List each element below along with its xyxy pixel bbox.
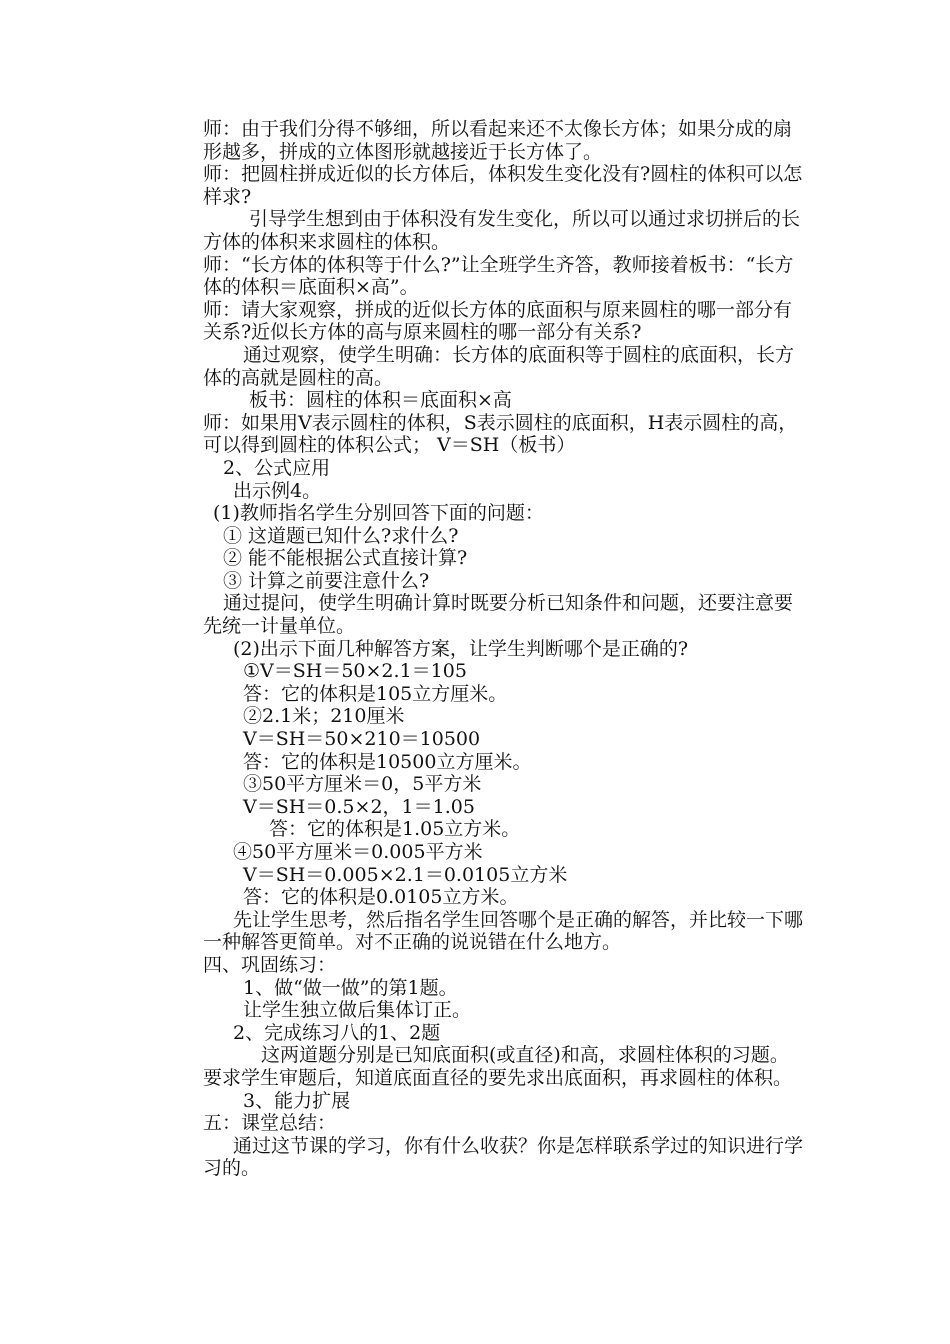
paragraph-30: 1、做“做一做”的第1题。	[243, 976, 458, 999]
paragraph-23: V＝SH＝0.5×2，1＝1.05	[243, 795, 475, 818]
paragraph-8: 师：如果用V表示圆柱的体积，S表示圆柱的底面积，H表示圆柱的高，可以得到圆柱的体积公式； V＝SH（板书）	[203, 411, 798, 457]
paragraph-29: 四、巩固练习：	[203, 953, 337, 976]
paragraph-24: 答：它的体积是1.05立方米。	[269, 818, 521, 841]
paragraph-35: 五：课堂总结：	[203, 1112, 337, 1135]
paragraph-18: 答：它的体积是105立方厘米。	[243, 682, 508, 705]
paragraph-6: 通过观察，使学生明确：长方体的底面积等于圆柱的底面积，长方体的高就是圆柱的高。	[203, 343, 795, 389]
paragraph-27: 答：它的体积是0.0105立方米。	[243, 886, 519, 909]
paragraph-13: ② 能不能根据公式直接计算?	[223, 547, 468, 570]
paragraph-15: 通过提问，使学生明确计算时既要分析已知条件和问题，还要注意要先统一计量单位。	[203, 592, 794, 638]
paragraph-10: 出示例4。	[233, 479, 322, 502]
paragraph-2: 师：把圆柱拼成近似的长方体后，体积发生变化没有?圆柱的体积可以怎样求?	[203, 163, 803, 208]
paragraph-1: 师：由于我们分得不够细，所以看起来还不太像长方体；如果分成的扇形越多，拼成的立体图形就越接近于长方体了。	[203, 118, 793, 163]
lesson-text	[203, 118, 807, 1180]
paragraph-21: 答：它的体积是10500立方厘米。	[243, 750, 532, 773]
paragraph-31: 让学生独立做后集体订正。	[243, 999, 472, 1022]
paragraph-14: ③ 计算之前要注意什么?	[223, 569, 430, 592]
paragraph-19: ②2.1米；210厘米	[243, 705, 405, 728]
paragraph-4: 师：“长方体的体积等于什么?”让全班学生齐答，教师接着板书：“长方体的体积＝底面积×高”。	[203, 253, 794, 299]
paragraph-3: 引导学生想到由于体积没有发生变化，所以可以通过求切拼后的长方体的体积来求圆柱的体积。	[203, 208, 801, 253]
paragraph-17: ①V＝SH＝50×2.1＝105	[243, 660, 467, 683]
paragraph-12: ① 这道题已知什么?求什么?	[223, 524, 459, 547]
paragraph-36: 通过这节课的学习，你有什么收获？你是怎样联系学过的知识进行学习的。	[203, 1134, 804, 1180]
paragraph-7: 板书：圆柱的体积＝底面积×高	[249, 389, 512, 412]
paragraph-26: V＝SH＝0.005×2.1＝0.0105立方米	[243, 863, 568, 886]
paragraph-33: 这两道题分别是已知底面积(或直径)和高，求圆柱体积的习题。要求学生审题后，知道底面直径的要先求出底面积，再求圆柱的体积。	[203, 1044, 793, 1089]
paragraph-25: ④50平方厘米＝0.005平方米	[233, 841, 483, 863]
paragraph-28: 先让学生思考，然后指名学生回答哪个是正确的解答，并比较一下哪一种解答更简单。对不正确的说说错在什么地方。	[203, 908, 804, 954]
paragraph-9: 2、公式应用	[223, 456, 331, 479]
paragraph-20: V＝SH＝50×210＝10500	[243, 728, 481, 751]
paragraph-16: (2)出示下面几种解答方案，让学生判断哪个是正确的?	[233, 637, 689, 660]
paragraph-5: 师：请大家观察，拼成的近似长方体的底面积与原来圆柱的哪一部分有关系?近似长方体的高与原来圆柱的哪一部分有关系?	[203, 298, 793, 344]
paragraph-32: 2、完成练习八的1、2题	[233, 1021, 441, 1044]
paragraph-11: (1)教师指名学生分别回答下面的问题：	[213, 502, 544, 525]
paragraph-34: 3、能力扩展	[243, 1089, 351, 1112]
paragraph-22: ③50平方厘米＝0，5平方米	[243, 773, 482, 796]
